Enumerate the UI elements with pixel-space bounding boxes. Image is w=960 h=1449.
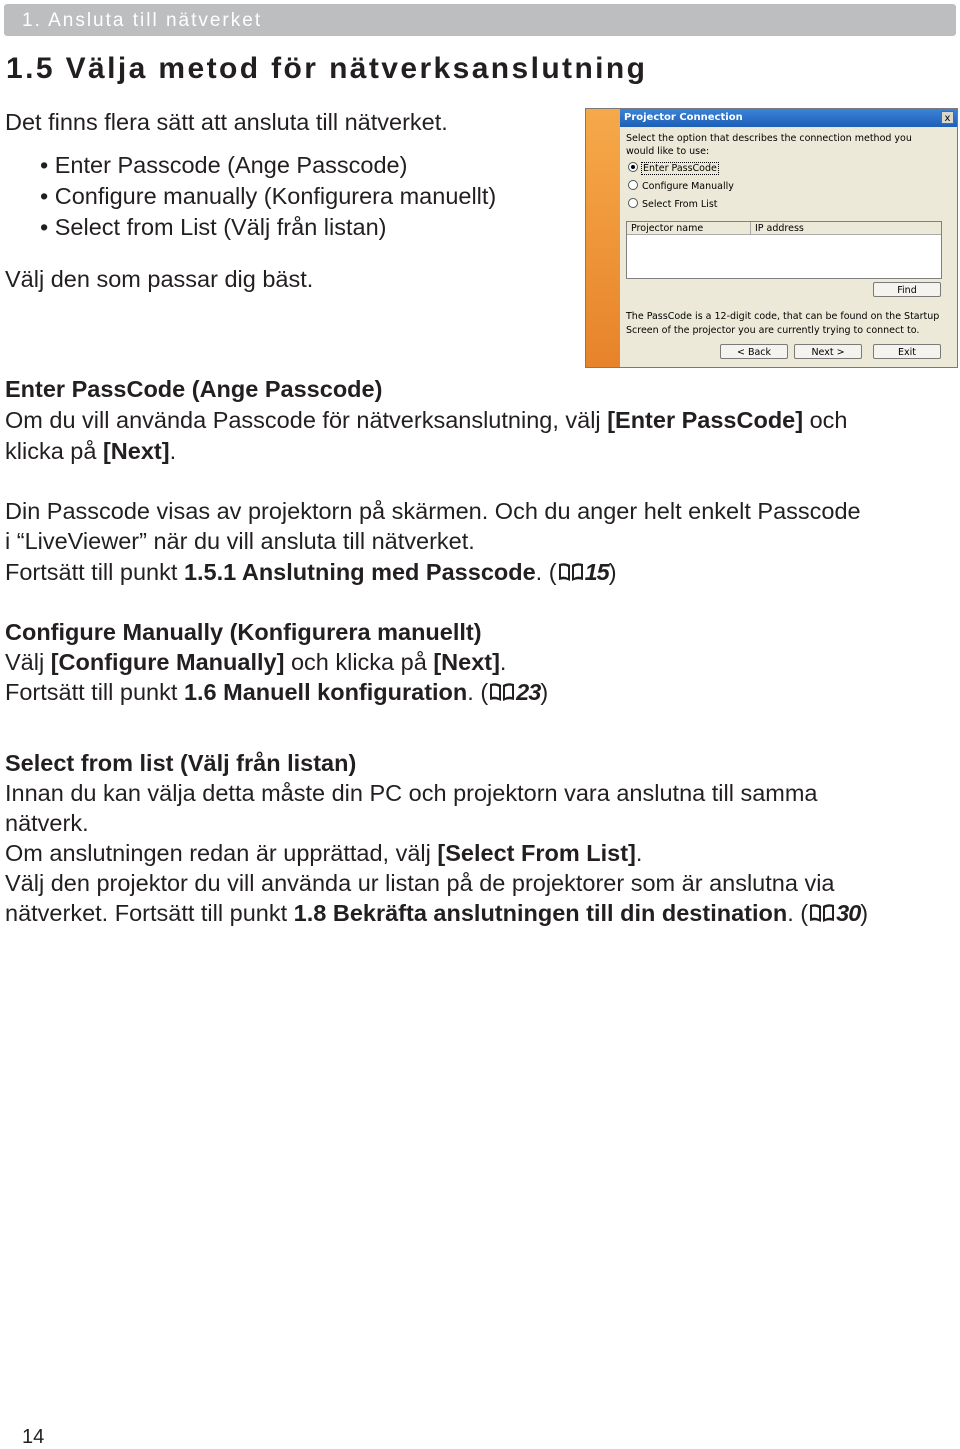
enter-line-4: i “LiveViewer” när du vill ansluta till nätverket.: [5, 528, 475, 554]
select-line-2: nätverk.: [5, 810, 89, 836]
page-reference[interactable]: 30: [836, 900, 861, 926]
radio-icon: [628, 180, 638, 190]
radio-label: Enter PassCode: [643, 163, 717, 174]
list-item: • Select from List (Välj från listan): [40, 214, 387, 240]
book-icon: [808, 902, 836, 924]
radio-configure-manually[interactable]: [628, 180, 734, 192]
exit-button[interactable]: Exit: [873, 344, 941, 359]
column-projector-name[interactable]: Projector name: [627, 222, 751, 235]
list-item: • Enter Passcode (Ange Passcode): [40, 152, 408, 178]
radio-label: Configure Manually: [642, 181, 734, 192]
close-icon[interactable]: x: [941, 111, 954, 124]
chapter-title: 1. Ansluta till nätverket: [22, 10, 263, 31]
radio-select-from-list[interactable]: [628, 198, 718, 210]
select-heading: Select from list (Välj från listan): [5, 750, 357, 776]
projector-list[interactable]: [626, 221, 942, 279]
projector-connection-dialog: [585, 108, 958, 368]
section-title: 1.5 Välja metod för nätverksanslutning: [6, 52, 648, 85]
find-button[interactable]: Find: [873, 282, 941, 297]
select-line-4: Välj den projektor du vill använda ur listan på de projektorer som är anslutna via: [5, 870, 835, 896]
dialog-note: The PassCode is a 12-digit code, that can be found on the Startup Screen of the projector you are currently trying to connect to.: [626, 311, 940, 336]
page-reference[interactable]: 15: [584, 559, 609, 585]
configure-heading: Configure Manually (Konfigurera manuellt): [5, 619, 482, 645]
method-list: [40, 150, 496, 243]
column-ip-address[interactable]: IP address: [751, 222, 941, 235]
choose-text: Välj den som passar dig bäst.: [5, 266, 314, 292]
list-item: • Configure manually (Konfigurera manuellt): [40, 183, 497, 209]
book-icon: [488, 681, 516, 703]
next-button[interactable]: Next >: [794, 344, 862, 359]
configure-line-2: Fortsätt till punkt 1.6 Manuell konfiguration. ( 23): [5, 679, 549, 705]
page-number: 14: [22, 1426, 45, 1448]
configure-line-1: Välj [Configure Manually] och klicka på [Next].: [5, 649, 507, 675]
radio-icon: [628, 198, 638, 208]
dialog-title: Projector Connection: [620, 109, 957, 127]
intro-text: Det finns flera sätt att ansluta till nätverket.: [5, 109, 448, 135]
back-button[interactable]: < Back: [720, 344, 788, 359]
chapter-header: [4, 4, 956, 36]
dialog-prompt: Select the option that describes the connection method you would like to use:: [626, 133, 912, 157]
select-line-1: Innan du kan välja detta måste din PC och projektorn vara anslutna till samma: [5, 780, 818, 806]
enter-line-2: klicka på [Next].: [5, 438, 177, 464]
book-icon: [557, 561, 585, 583]
radio-selected-icon: [628, 162, 638, 172]
select-line-3: Om anslutningen redan är upprättad, välj [Select From List].: [5, 840, 643, 866]
radio-label: Select From List: [642, 199, 718, 210]
enter-line-5: Fortsätt till punkt 1.5.1 Anslutning med Passcode. ( 15): [5, 559, 617, 585]
select-line-5: nätverket. Fortsätt till punkt 1.8 Bekräfta anslutningen till din destination. ( 30): [5, 900, 869, 926]
enter-line-3: Din Passcode visas av projektorn på skärmen. Och du anger helt enkelt Passcode: [5, 498, 861, 524]
dialog-side-panel: [586, 109, 620, 367]
enter-passcode-heading: Enter PassCode (Ange Passcode): [5, 376, 383, 402]
enter-line-1: Om du vill använda Passcode för nätverksanslutning, välj [Enter PassCode] och: [5, 407, 848, 433]
radio-enter-passcode[interactable]: [628, 162, 718, 174]
page-reference[interactable]: 23: [516, 679, 541, 705]
